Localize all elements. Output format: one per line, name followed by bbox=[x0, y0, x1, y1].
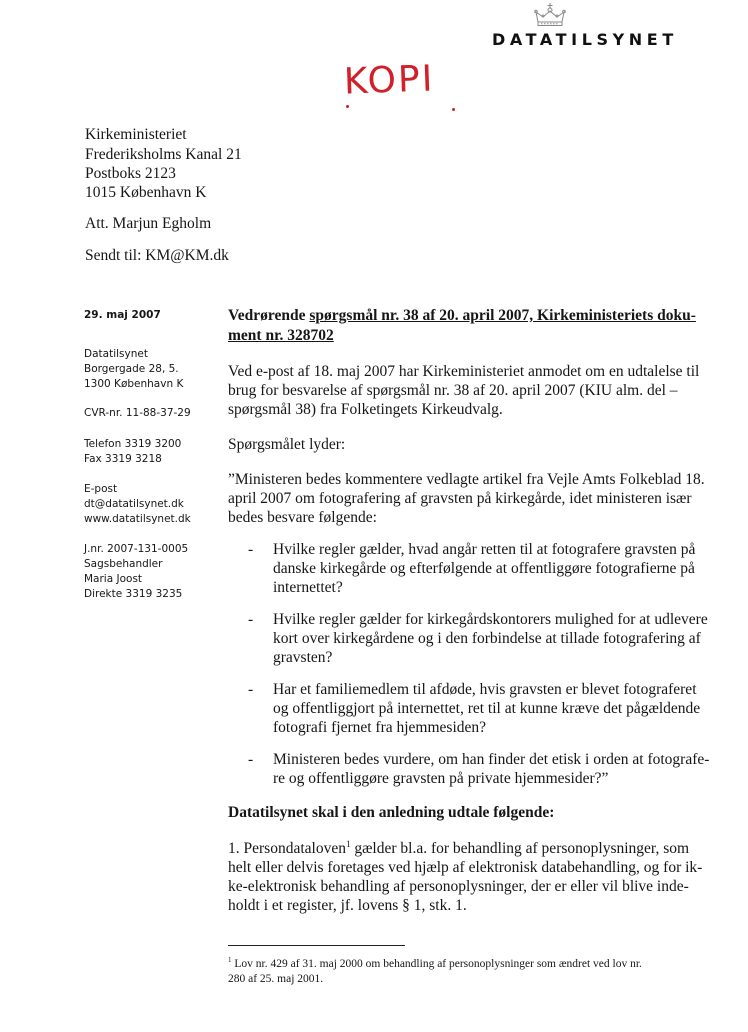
case-handler-name: Maria Joost bbox=[84, 573, 143, 585]
bullet-line: danske kirkegårde og efterfølgende at offentliggøre fotografierne på bbox=[273, 560, 695, 577]
bullet-line: fotografi fjernet fra hjemmesiden? bbox=[273, 719, 487, 736]
stamp-speck bbox=[452, 108, 455, 111]
subject-line-2: ment nr. 328702 bbox=[228, 327, 334, 344]
bullet-line: kort over kirkegårdene og i den forbindelse at tillade fotografering af bbox=[273, 630, 701, 647]
journal-number: J.nr. 2007-131-0005 bbox=[84, 543, 189, 555]
bullet-line: Hvilke regler gælder, hvad angår retten til at fotografere gravsten på bbox=[273, 541, 696, 558]
bullet-line: Ministeren bedes vurdere, om han finder det etisk i orden at fotografe- bbox=[273, 751, 710, 768]
paragraph-line: helt eller delvis foretages ved hjælp af elektronisk databehandling, og for ik- bbox=[228, 859, 703, 876]
bullet-marker: - bbox=[248, 541, 254, 558]
paragraph-continuation: gælder bl.a. for behandling af personoplysninger, som bbox=[350, 840, 690, 857]
footnote-divider bbox=[228, 945, 405, 946]
letter-date: 29. maj 2007 bbox=[84, 309, 161, 321]
subject-reference: spørgsmål nr. 38 af 20. april 2007, Kirkeministeriets doku- bbox=[309, 307, 696, 324]
bullet-line: og offentliggjort på internettet, ret til at kunne kræve det pågældende bbox=[273, 700, 701, 717]
fax-number: Fax 3319 3218 bbox=[84, 453, 162, 465]
email-address: dt@datatilsynet.dk bbox=[84, 498, 184, 510]
bullet-marker: - bbox=[248, 611, 254, 628]
footnote-line: 280 af 25. maj 2001. bbox=[228, 973, 324, 985]
sent-to-line: Sendt til: KM@KM.dk bbox=[85, 247, 229, 264]
footnote-line bbox=[228, 958, 642, 970]
attention-line: Att. Marjun Egholm bbox=[85, 215, 212, 232]
case-handler-label: Sagsbehandler bbox=[84, 558, 163, 570]
paragraph-line: holdt i et register, jf. lovens § 1, stk. 1. bbox=[228, 897, 467, 914]
recipient-city: 1015 København K bbox=[85, 184, 207, 201]
phone-block bbox=[84, 437, 181, 467]
bullet-line: internettet? bbox=[273, 579, 343, 596]
bullet-line: re og offentliggøre gravsten på private hjemmesider?” bbox=[273, 770, 609, 787]
section-heading: Datatilsynet skal i den anledning udtale følgende: bbox=[228, 804, 555, 821]
bullet-line: Hvilke regler gælder for kirkegårdskontorers mulighed for at udlevere bbox=[273, 611, 708, 628]
intro-line: spørgsmål 38) fra Folketingets Kirkeudvalg. bbox=[228, 401, 503, 418]
paragraph-line: ke-elektronisk behandling af personoplysninger, der er eller vil blive inde- bbox=[228, 878, 689, 895]
royal-crown-icon bbox=[533, 2, 567, 28]
sender-address bbox=[84, 347, 183, 392]
stamp-speck bbox=[346, 105, 349, 108]
organization-name: DATATILSYNET bbox=[492, 30, 678, 49]
sender-street: Borgergade 28, 5. bbox=[84, 363, 179, 375]
quote-line: april 2007 om fotografering af gravsten på kirkegårde, idet ministeren især bbox=[228, 490, 692, 507]
bullet-line: gravsten? bbox=[273, 649, 333, 666]
bullet-marker: - bbox=[248, 681, 254, 698]
bullet-line: Har et familiemedlem til afdøde, hvis gravsten er blevet fotograferet bbox=[273, 681, 697, 698]
sender-city: 1300 København K bbox=[84, 378, 184, 390]
email-label: E-post bbox=[84, 483, 118, 495]
question-lead: Spørgsmålet lyder: bbox=[228, 436, 346, 453]
footnote-marker: 1 bbox=[228, 956, 232, 965]
recipient-street: Frederiksholms Kanal 21 bbox=[85, 146, 242, 163]
online-block bbox=[84, 482, 191, 527]
recipient-pobox: Postboks 2123 bbox=[85, 165, 176, 182]
footnote-reference: 1 bbox=[345, 838, 351, 849]
sender-name: Datatilsynet bbox=[84, 348, 148, 360]
bullet-marker: - bbox=[248, 751, 254, 768]
paragraph-line bbox=[228, 840, 689, 858]
intro-line: brug for besvarelse af spørgsmål nr. 38 af 20. april 2007 (KIU alm. del – bbox=[228, 382, 678, 399]
subject-line-1 bbox=[228, 307, 696, 325]
footnote-text: Lov nr. 429 af 31. maj 2000 om behandling af personoplysninger som ændret ved lov nr. bbox=[231, 958, 642, 970]
intro-line: Ved e-post af 18. maj 2007 har Kirkeministeriet anmodet om en udtalelse til bbox=[228, 363, 700, 380]
quote-line: ”Ministeren bedes kommentere vedlagte artikel fra Vejle Amts Folkeblad 18. bbox=[228, 471, 705, 488]
subject-prefix: Vedrørende bbox=[228, 307, 310, 324]
website: www.datatilsynet.dk bbox=[84, 513, 191, 525]
recipient-name: Kirkeministeriet bbox=[85, 126, 187, 143]
cvr-number: CVR-nr. 11-88-37-29 bbox=[84, 407, 191, 419]
quote-line: bedes besvare følgende: bbox=[228, 509, 377, 526]
phone-number: Telefon 3319 3200 bbox=[84, 438, 182, 450]
direct-phone: Direkte 3319 3235 bbox=[84, 588, 183, 600]
kopi-stamp: KOPI bbox=[343, 58, 436, 103]
case-block bbox=[84, 542, 188, 602]
paragraph-start: 1. Persondataloven bbox=[228, 840, 346, 857]
